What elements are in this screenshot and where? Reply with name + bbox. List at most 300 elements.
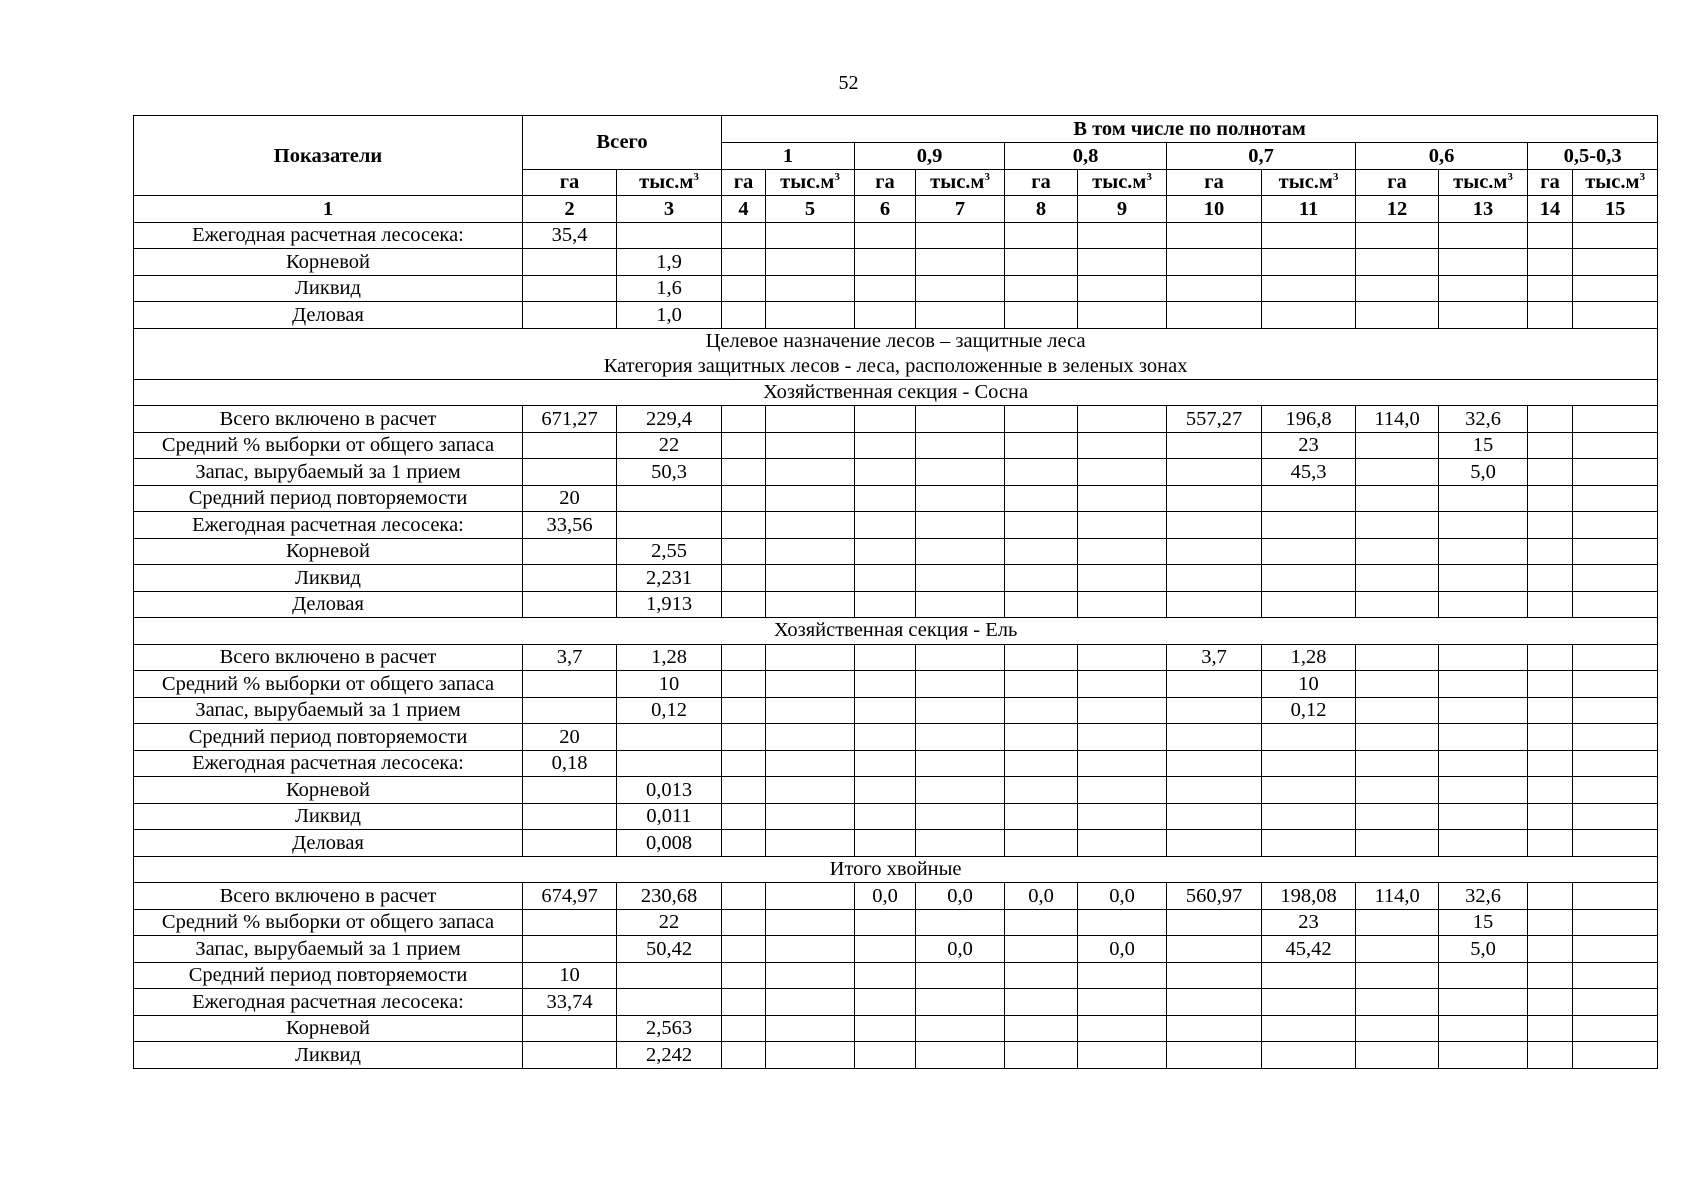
table-cell [766,697,855,724]
table-cell [1167,538,1262,565]
table-cell [855,591,916,618]
table-cell [766,406,855,433]
table-cell: 0,013 [617,777,722,804]
table-cell [916,909,1005,936]
table-cell [1528,249,1573,276]
table-cell [722,275,766,302]
table-cell [916,565,1005,592]
table-cell [1573,909,1658,936]
table-cell [1262,1042,1356,1069]
unit-area-header: га [855,169,916,196]
table-cell [1439,750,1528,777]
table-cell [1005,777,1078,804]
table-cell [766,485,855,512]
table-cell [722,459,766,486]
table-body [134,222,1658,1068]
unit-area-header: га [523,169,617,196]
row-label: Всего включено в расчет [134,406,523,433]
table-cell [1078,989,1167,1016]
table-cell [1528,724,1573,751]
table-cell [1167,724,1262,751]
table-cell [855,750,916,777]
table-cell [855,538,916,565]
table-row [134,485,1658,512]
table-cell [1167,459,1262,486]
table-cell: 15 [1439,909,1528,936]
table-cell: 50,42 [617,936,722,963]
table-cell [916,406,1005,433]
table-cell: 3,7 [1167,644,1262,671]
table-row [134,432,1658,459]
table-cell [1439,777,1528,804]
table-cell: 229,4 [617,406,722,433]
table-cell [1078,962,1167,989]
table-cell [1078,671,1167,698]
section-title-line: Категория защитных лесов - леса, расположенные в зеленых зонах [603,354,1188,377]
table-cell: 32,6 [1439,406,1528,433]
table-cell [617,750,722,777]
table-cell [766,249,855,276]
table-cell [1356,275,1439,302]
table-cell [1573,830,1658,857]
table-cell [1573,275,1658,302]
table-row [134,830,1658,857]
table-cell: 2,563 [617,1015,722,1042]
unit-volume-header: $тыс.м^3$ [766,169,855,196]
table-cell [916,459,1005,486]
header-by-density: В том числе по полнотам [722,116,1658,143]
table-cell [855,724,916,751]
table-cell [722,989,766,1016]
table-cell [722,432,766,459]
row-label: Деловая [134,591,523,618]
table-cell [722,249,766,276]
table-cell [1262,302,1356,329]
table-cell [722,724,766,751]
section-title-line: Целевое назначение лесов – защитные леса [705,329,1086,352]
table-cell [1356,485,1439,512]
table-cell [855,909,916,936]
table-cell [1262,803,1356,830]
table-cell: 20 [523,485,617,512]
table-cell [1528,222,1573,249]
table-cell [1528,909,1573,936]
table-cell: 45,3 [1262,459,1356,486]
table-cell [722,962,766,989]
table-cell [1356,644,1439,671]
row-label: Средний % выборки от общего запаса [134,671,523,698]
column-number: 7 [916,196,1005,223]
table-cell [1005,936,1078,963]
table-cell [1356,724,1439,751]
table-cell [722,1042,766,1069]
table-cell [1262,565,1356,592]
table-cell [1573,512,1658,539]
section-header-row [134,379,1658,406]
table-cell [1078,302,1167,329]
table-cell [1573,750,1658,777]
table-cell [766,830,855,857]
table-cell [722,591,766,618]
table-cell [722,222,766,249]
column-number: 2 [523,196,617,223]
table-row [134,803,1658,830]
row-label: Запас, вырубаемый за 1 прием [134,459,523,486]
row-label: Ликвид [134,275,523,302]
table-cell [722,512,766,539]
table-cell [1005,591,1078,618]
table-cell [766,591,855,618]
table-cell: 198,08 [1262,883,1356,910]
table-cell [916,485,1005,512]
density-group-header: 0,6 [1356,143,1528,170]
section-header-row [134,856,1658,883]
table-cell [1262,962,1356,989]
table-cell [722,697,766,724]
table-cell [1167,830,1262,857]
table-cell [1573,671,1658,698]
table-cell [1167,671,1262,698]
table-cell [1262,724,1356,751]
table-cell [1439,249,1528,276]
table-cell [855,697,916,724]
table-cell [855,249,916,276]
table-cell [1356,459,1439,486]
table-cell: 10 [617,671,722,698]
table-cell [1005,803,1078,830]
table-cell [1439,1042,1528,1069]
table-row [134,671,1658,698]
row-label: Ежегодная расчетная лесосека: [134,222,523,249]
table-cell [1439,803,1528,830]
row-label: Средний % выборки от общего запаса [134,909,523,936]
table-cell [1356,1015,1439,1042]
table-cell [1573,883,1658,910]
table-cell [916,644,1005,671]
table-cell [617,485,722,512]
table-cell [523,459,617,486]
table-cell: 114,0 [1356,883,1439,910]
density-group-header: 0,5-0,3 [1528,143,1658,170]
table-row [134,883,1658,910]
table-cell: 196,8 [1262,406,1356,433]
table-row [134,750,1658,777]
table-cell [1005,671,1078,698]
table-cell: 15 [1439,432,1528,459]
table-cell [1262,485,1356,512]
table-cell [766,459,855,486]
table-cell [1528,459,1573,486]
table-row [134,459,1658,486]
unit-volume-header: $тыс.м^3$ [617,169,722,196]
row-label: Ежегодная расчетная лесосека: [134,512,523,539]
unit-volume-header: $тыс.м^3$ [1262,169,1356,196]
column-number: 10 [1167,196,1262,223]
table-cell [1573,936,1658,963]
table-cell: 0,12 [617,697,722,724]
table-cell: 1,6 [617,275,722,302]
row-label: Ликвид [134,803,523,830]
table-cell [1005,485,1078,512]
table-cell [855,222,916,249]
table-cell [1528,565,1573,592]
table-cell [855,485,916,512]
row-label: Всего включено в расчет [134,644,523,671]
section-title-line: Хозяйственная секция - Ель [773,619,1018,642]
table-cell [1528,538,1573,565]
table-cell [1005,406,1078,433]
table-cell [1262,538,1356,565]
table-cell [1439,275,1528,302]
table-cell [1528,485,1573,512]
table-cell [1439,1015,1528,1042]
table-cell: 5,0 [1439,459,1528,486]
table-cell [1167,512,1262,539]
table-cell [1439,565,1528,592]
table-cell [1573,777,1658,804]
table-cell [916,222,1005,249]
table-cell [766,1015,855,1042]
table-cell [1356,538,1439,565]
row-label: Ликвид [134,565,523,592]
table-cell [1528,697,1573,724]
table-cell [1528,989,1573,1016]
table-cell [523,1042,617,1069]
table-cell [722,830,766,857]
table-cell [1573,302,1658,329]
table-cell [766,750,855,777]
column-number: 3 [617,196,722,223]
table-cell [1005,909,1078,936]
table-cell [1262,591,1356,618]
table-row [134,1042,1658,1069]
table-cell [916,724,1005,751]
table-cell [916,302,1005,329]
table-cell [1262,512,1356,539]
header-total: Всего [523,116,722,170]
table-row [134,565,1658,592]
table-cell: 23 [1262,909,1356,936]
table-cell [523,830,617,857]
table-cell: 0,008 [617,830,722,857]
table-cell [1005,989,1078,1016]
table-cell [855,830,916,857]
table-cell [1356,909,1439,936]
table-cell [1262,777,1356,804]
table-cell [916,671,1005,698]
unit-volume-header: $тыс.м^3$ [1439,169,1528,196]
table-cell [722,936,766,963]
table-cell [1528,750,1573,777]
column-number: 12 [1356,196,1439,223]
table-cell [916,512,1005,539]
table-row [134,697,1658,724]
table-cell [1439,591,1528,618]
table-cell [1439,671,1528,698]
table-cell [1167,989,1262,1016]
density-group-header: 1 [722,143,855,170]
table-cell [916,591,1005,618]
section-title [134,618,1658,645]
table-cell [916,1042,1005,1069]
table-cell [1078,909,1167,936]
table-cell [1528,591,1573,618]
table-cell: 23 [1262,432,1356,459]
table-cell [1262,830,1356,857]
table-row [134,936,1658,963]
table-cell [766,275,855,302]
table-cell [722,777,766,804]
table-cell [1573,724,1658,751]
column-number: 6 [855,196,916,223]
table-cell: 33,74 [523,989,617,1016]
table-cell [916,830,1005,857]
table-cell [1005,222,1078,249]
table-cell [766,222,855,249]
table-cell [1356,432,1439,459]
table-cell [1439,830,1528,857]
table-cell [1528,1042,1573,1069]
table-cell [523,777,617,804]
table-cell [523,565,617,592]
table-cell [1573,962,1658,989]
column-number: 8 [1005,196,1078,223]
table-cell [1573,459,1658,486]
table-cell [523,591,617,618]
table-cell [1167,697,1262,724]
table-cell: 33,56 [523,512,617,539]
section-title-line: Хозяйственная секция - Сосна [763,380,1029,403]
table-row [134,962,1658,989]
table-cell: 20 [523,724,617,751]
table-cell: 1,28 [617,644,722,671]
table-row [134,512,1658,539]
table-cell [1356,1042,1439,1069]
table-cell [916,697,1005,724]
table-cell [523,803,617,830]
table-cell [1356,565,1439,592]
table-row [134,538,1658,565]
table-cell: 0,011 [617,803,722,830]
row-label: Ежегодная расчетная лесосека: [134,750,523,777]
table-cell [766,302,855,329]
table-cell [1573,803,1658,830]
table-cell [916,249,1005,276]
table-cell [1078,777,1167,804]
table-cell: 0,0 [1078,936,1167,963]
table-row [134,406,1658,433]
table-cell [1573,249,1658,276]
table-cell [617,724,722,751]
table-cell [916,432,1005,459]
table-cell [766,883,855,910]
table-cell [1167,1042,1262,1069]
table-cell [1167,803,1262,830]
table-cell [1573,406,1658,433]
table-cell [1439,302,1528,329]
table-cell [916,750,1005,777]
table-cell [1528,777,1573,804]
table-cell [1573,565,1658,592]
table-cell [1356,777,1439,804]
table-cell [722,671,766,698]
table-cell [1439,222,1528,249]
table-cell [855,1042,916,1069]
table-cell [1078,830,1167,857]
table-cell: 557,27 [1167,406,1262,433]
table-cell [722,644,766,671]
table-cell [1356,830,1439,857]
table-cell [523,275,617,302]
table-cell [916,803,1005,830]
table-cell [1439,512,1528,539]
table-row [134,275,1658,302]
table-row [134,724,1658,751]
table-cell [722,565,766,592]
table-cell [766,644,855,671]
table-cell [1078,406,1167,433]
column-number: 4 [722,196,766,223]
table-cell [1005,830,1078,857]
table-cell [1005,565,1078,592]
table-cell [916,275,1005,302]
table-cell [855,1015,916,1042]
table-cell [1356,671,1439,698]
table-cell [523,1015,617,1042]
table-cell [1078,512,1167,539]
table-cell: 0,0 [1078,883,1167,910]
table-cell [1005,724,1078,751]
table-cell [1005,962,1078,989]
table-cell [916,989,1005,1016]
table-cell [1356,222,1439,249]
table-cell [1167,222,1262,249]
unit-area-header: га [1528,169,1573,196]
table-cell [855,777,916,804]
table-cell [1005,275,1078,302]
table-cell: 5,0 [1439,936,1528,963]
row-label: Деловая [134,830,523,857]
table-cell: 1,28 [1262,644,1356,671]
table-cell: 32,6 [1439,883,1528,910]
column-number: 1 [134,196,523,223]
table-cell: 3,7 [523,644,617,671]
table-cell [523,671,617,698]
table-cell [1262,989,1356,1016]
density-group-header: 0,9 [855,143,1005,170]
table-cell [1005,750,1078,777]
table-cell [1573,1042,1658,1069]
column-number: 11 [1262,196,1356,223]
table-header [134,116,1658,223]
table-cell [766,962,855,989]
table-cell [1573,644,1658,671]
table-cell [1262,249,1356,276]
table-cell [1005,1042,1078,1069]
table-cell [1167,750,1262,777]
row-label: Корневой [134,538,523,565]
table-cell [1356,962,1439,989]
table-cell [766,538,855,565]
table-cell [1167,1015,1262,1042]
table-cell: 0,12 [1262,697,1356,724]
table-cell [1078,459,1167,486]
row-label: Запас, вырубаемый за 1 прием [134,697,523,724]
row-label: Корневой [134,1015,523,1042]
table-cell [1005,432,1078,459]
table-cell [1005,459,1078,486]
column-number: 14 [1528,196,1573,223]
